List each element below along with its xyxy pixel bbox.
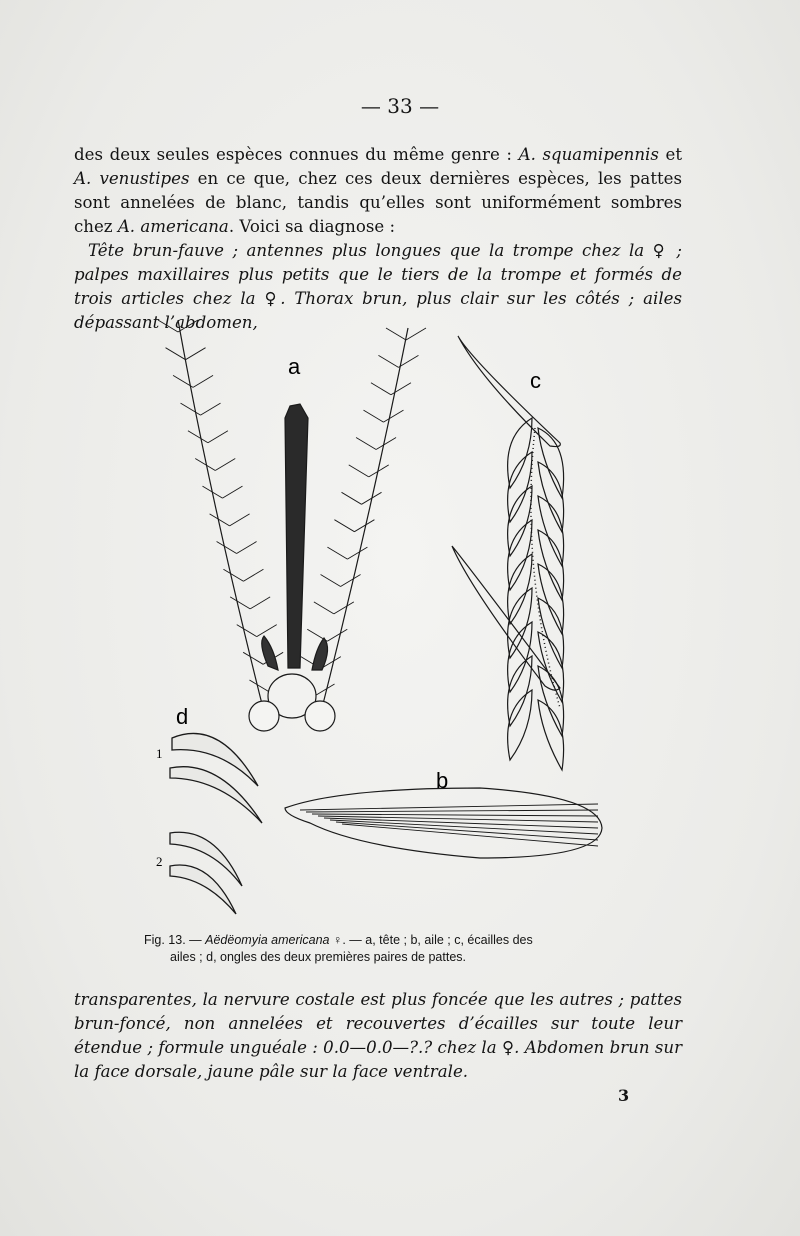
diagnosis-continued: transparentes, la nervure costale est plus foncée que les autres ; pattes brun-foncé, non annelées et recouvertes d’écailles sur toute leur étendue ; formule unguéale : 0.0—0.0—?.? chez la ♀. Abdomen brun sur la face dorsale, jaune pâle sur la face ventrale. (74, 990, 682, 1081)
species-name: A. (117, 217, 136, 236)
scales-drawing (452, 336, 564, 770)
palp-left (262, 636, 278, 670)
drawing-stroke (314, 602, 334, 614)
left-antenna (178, 320, 265, 716)
drawing-stroke (386, 328, 406, 340)
left-antenna-hairs (158, 320, 289, 692)
page-number: — 33 — (360, 94, 440, 118)
drawing-stroke (249, 680, 269, 692)
drawing-stroke (222, 486, 242, 498)
wing-veins (300, 804, 598, 846)
drawing-stroke (257, 625, 277, 637)
label-b: b (436, 768, 449, 793)
drawing-stroke (312, 814, 598, 816)
wing-drawing (285, 788, 602, 858)
label-c: c (530, 368, 541, 393)
drawing-stroke (186, 348, 206, 360)
drawing-stroke (250, 597, 270, 609)
drawing-stroke (363, 410, 383, 422)
drawing-stroke (181, 403, 201, 415)
caption-species: Aëdëomyia americana (205, 933, 330, 947)
caption-figure-number: Fig. 13. — (144, 933, 206, 947)
drawing-stroke (356, 438, 376, 450)
right-antenna (320, 328, 408, 716)
drawing-stroke (334, 602, 354, 614)
drawing-stroke (327, 629, 347, 641)
drawing-stroke (237, 542, 257, 554)
figure-caption (144, 932, 624, 966)
drawing-stroke (201, 403, 221, 415)
palp-right (312, 638, 328, 670)
drawing-stroke (166, 348, 186, 360)
drawing-stroke (230, 514, 250, 526)
signature-mark: 3 (618, 1086, 630, 1105)
scale-cluster (508, 418, 564, 770)
scale (538, 700, 564, 770)
label-d: d (176, 704, 189, 729)
species-name: americana (140, 217, 229, 236)
drawing-stroke (158, 320, 178, 332)
drawing-stroke (347, 547, 367, 559)
drawing-stroke (217, 542, 237, 554)
species-name: A. venustipes (74, 169, 190, 188)
drawing-stroke (349, 465, 369, 477)
drawing-stroke (193, 375, 213, 387)
figure-13 (140, 318, 620, 940)
drawing-stroke (300, 804, 598, 810)
drawing-stroke (327, 547, 347, 559)
drawing-stroke (178, 320, 198, 332)
drawing-stroke (230, 597, 250, 609)
label-a: a (288, 354, 301, 379)
label-2: 2 (156, 854, 163, 869)
drawing-stroke (243, 569, 263, 581)
drawing-stroke (383, 410, 403, 422)
drawing-stroke (306, 810, 598, 812)
drawing-stroke (336, 822, 598, 840)
text-span: et (658, 145, 682, 164)
caption-line1-rest: ♀. — a, tête ; b, aile ; c, écailles des (329, 933, 533, 947)
drawing-stroke (406, 328, 426, 340)
drawing-stroke (371, 383, 391, 395)
drawing-stroke (330, 820, 598, 834)
text-span: en ce que, chez ces deux dernières espèces, les pattes sont (74, 169, 682, 212)
drawing-stroke (243, 652, 263, 664)
head-drawing (158, 320, 426, 731)
diagnosis-paragraph: Tête brun-fauve ; antennes plus longues que la trompe chez la ♀ ; palpes maxillaires plus petits que le tiers de la trompe et formés de trois articles chez la ♀. Thorax brun, plus clair sur les côtés ; ailes dépassant l’abdomen, (74, 241, 682, 332)
drawing-stroke (315, 684, 335, 696)
drawing-stroke (237, 625, 257, 637)
figure-illustration (140, 318, 620, 940)
drawing-stroke (208, 431, 228, 443)
scale-long (458, 336, 560, 447)
drawing-stroke (341, 574, 361, 586)
drawing-stroke (202, 486, 222, 498)
caption-line2: ailes ; d, ongles des deux premières paires de pattes. (170, 950, 467, 964)
text-span: des deux seules espèces connues du même genre : (74, 145, 519, 164)
drawing-stroke (223, 569, 243, 581)
label-1: 1 (156, 746, 163, 761)
drawing-stroke (342, 492, 362, 504)
paragraph-intro (74, 143, 682, 239)
claws-drawing (170, 733, 262, 914)
wing-outline (285, 788, 602, 858)
eye-left (249, 701, 279, 731)
top-text-block (74, 143, 682, 335)
text-span: annelées de blanc, tandis qu’elles sont uniformément sombres chez (74, 193, 682, 236)
text-span: . Voici sa diagnose : (228, 217, 396, 236)
claw (170, 865, 236, 914)
right-antenna-hairs (295, 328, 426, 696)
proboscis (285, 404, 308, 668)
drawing-stroke (376, 438, 396, 450)
drawing-stroke (321, 574, 341, 586)
drawing-stroke (188, 431, 208, 443)
eye-right (305, 701, 335, 731)
drawing-stroke (391, 383, 411, 395)
drawing-stroke (378, 355, 398, 367)
species-name: A. squamipennis (518, 145, 659, 164)
drawing-stroke (215, 458, 235, 470)
drawing-stroke (334, 520, 354, 532)
